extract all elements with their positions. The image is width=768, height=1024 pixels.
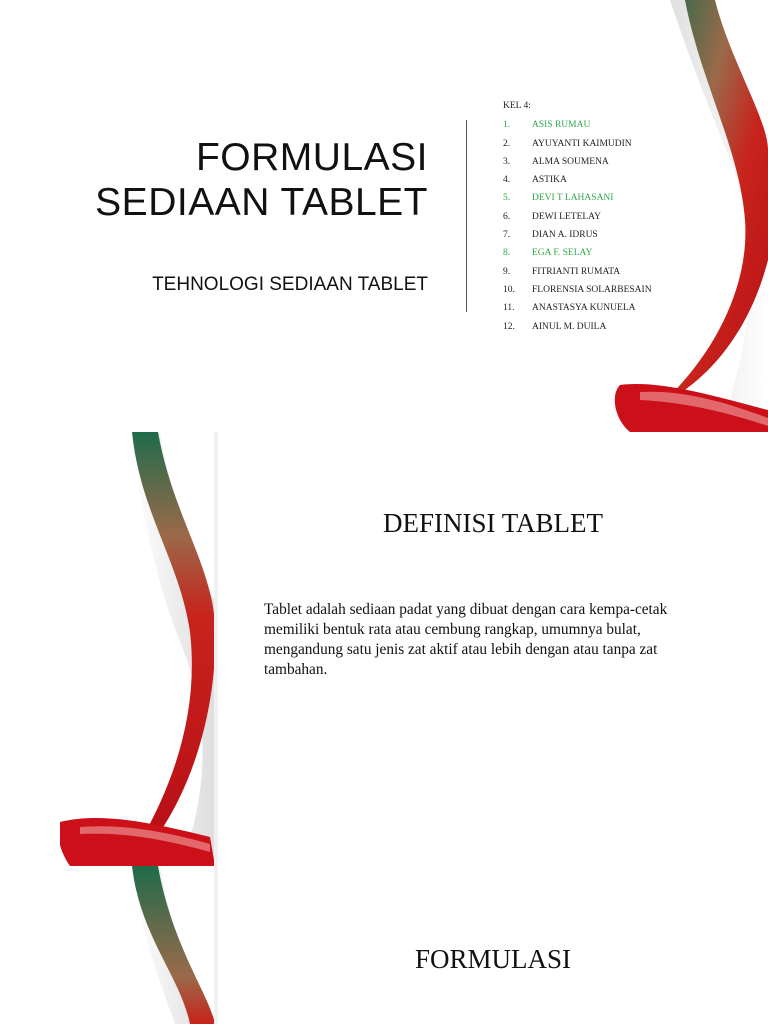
member-item: [503, 189, 652, 207]
ribbon-decoration-left: [60, 432, 218, 866]
member-item: [503, 208, 652, 226]
slide-2-definition: [0, 432, 768, 866]
member-name: FLORENSIA SOLARBESAIN: [532, 284, 652, 295]
member-name: EGA F. SELAY: [532, 248, 593, 259]
member-number: 4.: [503, 175, 511, 186]
member-name: DEWI LETELAY: [532, 211, 602, 222]
member-item: [503, 263, 652, 281]
group-member-list: [503, 97, 652, 336]
member-number: 10.: [503, 284, 515, 295]
slide-1-title: [0, 0, 768, 432]
member-name: DEVI T LAHASANI: [532, 193, 614, 204]
member-number: 5.: [503, 193, 511, 204]
slide-3-formulasi: [0, 866, 768, 1024]
member-item: [503, 244, 652, 262]
member-number: 1.: [503, 120, 511, 131]
member-name: ANASTASYA KUNUELA: [532, 303, 636, 314]
member-number: 3.: [503, 156, 511, 167]
member-name: AYUYANTI KAIMUDIN: [532, 138, 632, 149]
member-item: [503, 116, 652, 134]
definition-text: Tablet adalah sediaan padat yang dibuat dengan cara kempa-cetak memiliki bentuk rata atau cembung rangkap, umumnya bulat, mengandung satu jenis zat aktif atau lebih dengan atau tanpa zat tambahan.: [264, 601, 668, 678]
member-item: [503, 281, 652, 299]
member-name: ASIS RUMAU: [532, 120, 591, 131]
member-number: 7.: [503, 230, 511, 241]
member-item: [503, 299, 652, 317]
member-item: [503, 171, 652, 189]
member-number: 6.: [503, 211, 511, 222]
member-name: ALMA SOUMENA: [532, 156, 609, 167]
vertical-divider: [466, 120, 467, 312]
member-item: [503, 135, 652, 153]
member-number: 8.: [503, 248, 511, 259]
presentation-title: FORMULASI SEDIAAN TABLET: [95, 136, 428, 224]
member-number: 2.: [503, 138, 511, 149]
slide-title: DEFINISI TABLET: [382, 508, 604, 538]
member-item: [503, 318, 652, 336]
ribbon-decoration-left: [60, 866, 218, 1024]
member-item: [503, 226, 652, 244]
member-number: 9.: [503, 266, 511, 277]
group-label: KEL 4:: [503, 101, 531, 111]
member-number: 12.: [503, 321, 515, 332]
member-name: DIAN A. IDRUS: [532, 230, 598, 241]
member-name: ASTIKA: [532, 175, 567, 186]
member-name: FITRIANTI RUMATA: [532, 266, 621, 277]
slide-title: FORMULASI: [414, 944, 572, 974]
presentation-subtitle: TEHNOLOGI SEDIAAN TABLET: [152, 274, 428, 295]
member-name: AINUL M. DUILA: [532, 321, 607, 332]
member-number: 11.: [503, 303, 515, 314]
member-item: [503, 153, 652, 171]
